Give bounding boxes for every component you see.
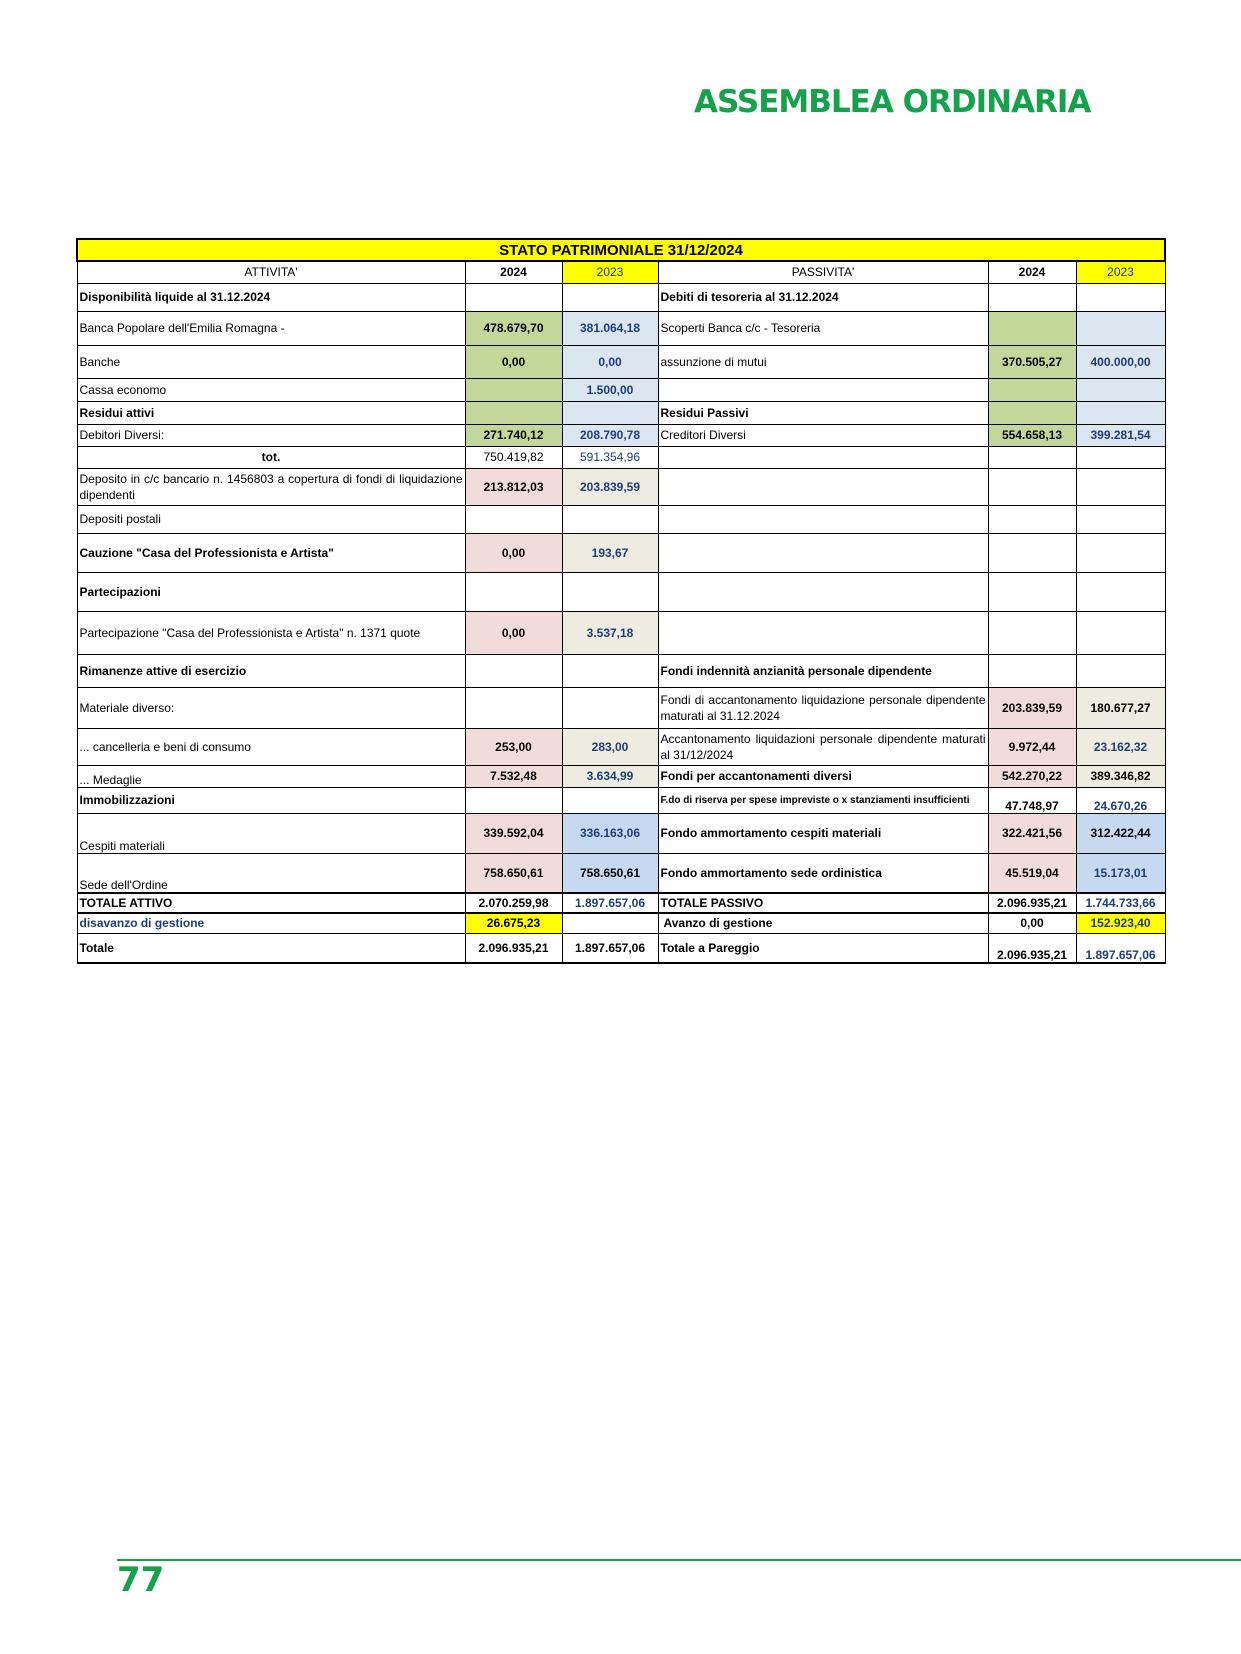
passivo-label xyxy=(658,505,988,533)
passivo-2024-value: 9.972,44 xyxy=(988,728,1076,765)
attivo-2023-value xyxy=(562,283,658,311)
passivo-2023-value xyxy=(1076,654,1165,687)
totale-attivo-2024: 2.070.259,98 xyxy=(465,893,562,913)
passivo-2024-value: 542.270,22 xyxy=(988,765,1076,787)
attivo-2024-value xyxy=(465,687,562,728)
table-row xyxy=(77,468,1165,505)
passivo-2023-value: 23.162,32 xyxy=(1076,728,1165,765)
attivo-label: Deposito in c/c bancario n. 1456803 a copertura di fondi di liquidazione dipendenti xyxy=(77,468,465,505)
attivo-2024-value: 253,00 xyxy=(465,728,562,765)
attivo-2023-value: 283,00 xyxy=(562,728,658,765)
attivo-2023-value xyxy=(562,787,658,813)
attivo-2024-value: 0,00 xyxy=(465,611,562,654)
passivo-label: Fondi per accantonamenti diversi xyxy=(658,765,988,787)
table-row xyxy=(77,654,1165,687)
attivo-2023-value: 591.354,96 xyxy=(562,446,658,468)
passivo-label xyxy=(658,446,988,468)
passivo-2023-value xyxy=(1076,468,1165,505)
passivo-2024-value xyxy=(988,505,1076,533)
passivo-2024-value xyxy=(988,401,1076,424)
attivo-2024-value: 339.592,04 xyxy=(465,813,562,853)
attivo-2023-value xyxy=(562,505,658,533)
totale-2023: 1.897.657,06 xyxy=(562,933,658,963)
attivo-label: Materiale diverso: xyxy=(77,687,465,728)
avanzo-2023: 152.923,40 xyxy=(1076,913,1165,933)
avanzo-label: Avanzo di gestione xyxy=(658,913,988,933)
passivo-2023-value: 389.346,82 xyxy=(1076,765,1165,787)
passivo-label xyxy=(658,378,988,401)
attivo-2023-value xyxy=(562,654,658,687)
attivo-label: Partecipazioni xyxy=(77,572,465,611)
table-row xyxy=(77,728,1165,765)
table-row xyxy=(77,933,1165,963)
attivo-2024-value: 271.740,12 xyxy=(465,424,562,446)
passivo-label: Scoperti Banca c/c - Tesoreria xyxy=(658,311,988,345)
attivo-label: tot. xyxy=(77,446,465,468)
passivo-2023-value xyxy=(1076,572,1165,611)
attivo-2024-value xyxy=(465,505,562,533)
passivo-label: F.do di riserva per spese impreviste o x stanziamenti insufficienti xyxy=(658,787,988,813)
passivo-2024-value: 370.505,27 xyxy=(988,345,1076,378)
totale-passivo-2023: 1.744.733,66 xyxy=(1076,893,1165,913)
passivo-2023-value: 312.422,44 xyxy=(1076,813,1165,853)
table-row xyxy=(77,853,1165,893)
totale-pareggio-2024: 2.096.935,21 xyxy=(988,933,1076,963)
totale-2024: 2.096.935,21 xyxy=(465,933,562,963)
passivo-2024-value xyxy=(988,446,1076,468)
col-header-2023-passivo: 2023 xyxy=(1076,261,1165,283)
passivo-2023-value xyxy=(1076,446,1165,468)
col-header-attivita: ATTIVITA' xyxy=(77,261,465,283)
col-header-2024-attivo: 2024 xyxy=(465,261,562,283)
passivo-label: Fondi indennità anzianità personale dipendente xyxy=(658,654,988,687)
passivo-2023-value: 400.000,00 xyxy=(1076,345,1165,378)
passivo-2023-value xyxy=(1076,283,1165,311)
passivo-label: Fondo ammortamento cespiti materiali xyxy=(658,813,988,853)
attivo-2024-value: 478.679,70 xyxy=(465,311,562,345)
disavanzo-2023 xyxy=(562,913,658,933)
passivo-label: Debiti di tesoreria al 31.12.2024 xyxy=(658,283,988,311)
attivo-label: Rimanenze attive di esercizio xyxy=(77,654,465,687)
attivo-label: Immobilizzazioni xyxy=(77,787,465,813)
totale-attivo-label: TOTALE ATTIVO xyxy=(77,893,465,913)
footer-divider xyxy=(117,1559,1241,1561)
attivo-2024-value xyxy=(465,283,562,311)
attivo-2024-value: 213.812,03 xyxy=(465,468,562,505)
totale-label: Totale xyxy=(77,933,465,963)
passivo-2023-value xyxy=(1076,611,1165,654)
attivo-2023-value xyxy=(562,401,658,424)
attivo-2023-value: 758.650,61 xyxy=(562,853,658,893)
passivo-label: Fondo ammortamento sede ordinistica xyxy=(658,853,988,893)
attivo-2024-value: 758.650,61 xyxy=(465,853,562,893)
table-row xyxy=(77,572,1165,611)
stato-patrimoniale-table xyxy=(76,238,1166,964)
passivo-label: Creditori Diversi xyxy=(658,424,988,446)
totale-pareggio-2023: 1.897.657,06 xyxy=(1076,933,1165,963)
totale-passivo-2024: 2.096.935,21 xyxy=(988,893,1076,913)
passivo-2023-value: 399.281,54 xyxy=(1076,424,1165,446)
table-row xyxy=(77,505,1165,533)
table-row xyxy=(77,446,1165,468)
disavanzo-2024: 26.675,23 xyxy=(465,913,562,933)
attivo-label: ... Medaglie xyxy=(77,765,465,787)
attivo-label: Debitori Diversi: xyxy=(77,424,465,446)
table-row xyxy=(77,893,1165,913)
attivo-2023-value: 3.634,99 xyxy=(562,765,658,787)
attivo-2024-value: 0,00 xyxy=(465,345,562,378)
passivo-2024-value: 47.748,97 xyxy=(988,787,1076,813)
attivo-2023-value: 336.163,06 xyxy=(562,813,658,853)
attivo-label: Residui attivi xyxy=(77,401,465,424)
attivo-label: Banca Popolare dell'Emilia Romagna - xyxy=(77,311,465,345)
passivo-2024-value xyxy=(988,468,1076,505)
attivo-2024-value xyxy=(465,572,562,611)
col-header-2023-attivo: 2023 xyxy=(562,261,658,283)
attivo-2023-value xyxy=(562,572,658,611)
passivo-label xyxy=(658,533,988,572)
passivo-2024-value xyxy=(988,611,1076,654)
table-row xyxy=(77,765,1165,787)
attivo-2023-value xyxy=(562,687,658,728)
avanzo-2024: 0,00 xyxy=(988,913,1076,933)
passivo-label xyxy=(658,611,988,654)
table-row xyxy=(77,378,1165,401)
passivo-2024-value xyxy=(988,283,1076,311)
passivo-2024-value xyxy=(988,572,1076,611)
table-title: STATO PATRIMONIALE 31/12/2024 xyxy=(77,239,1165,261)
attivo-label: ... cancelleria e beni di consumo xyxy=(77,728,465,765)
page-header-title: ASSEMBLEA ORDINARIA xyxy=(694,84,1091,120)
attivo-label: Cauzione "Casa del Professionista e Artista" xyxy=(77,533,465,572)
passivo-2023-value xyxy=(1076,378,1165,401)
table-row xyxy=(77,283,1165,311)
attivo-2024-value: 750.419,82 xyxy=(465,446,562,468)
passivo-2024-value: 203.839,59 xyxy=(988,687,1076,728)
disavanzo-label: disavanzo di gestione xyxy=(77,913,465,933)
totale-attivo-2023: 1.897.657,06 xyxy=(562,893,658,913)
passivo-2023-value xyxy=(1076,401,1165,424)
page-number: 77 xyxy=(117,1560,165,1600)
attivo-2023-value: 3.537,18 xyxy=(562,611,658,654)
attivo-2023-value: 381.064,18 xyxy=(562,311,658,345)
passivo-2024-value: 322.421,56 xyxy=(988,813,1076,853)
attivo-2024-value xyxy=(465,654,562,687)
attivo-2023-value: 1.500,00 xyxy=(562,378,658,401)
passivo-2024-value xyxy=(988,654,1076,687)
table-row xyxy=(77,813,1165,853)
attivo-2024-value xyxy=(465,378,562,401)
table-row xyxy=(77,687,1165,728)
attivo-2024-value: 7.532,48 xyxy=(465,765,562,787)
attivo-2023-value: 203.839,59 xyxy=(562,468,658,505)
passivo-2024-value: 554.658,13 xyxy=(988,424,1076,446)
passivo-2023-value xyxy=(1076,505,1165,533)
table-row xyxy=(77,345,1165,378)
passivo-label: Residui Passivi xyxy=(658,401,988,424)
col-header-2024-passivo: 2024 xyxy=(988,261,1076,283)
attivo-label: Sede dell'Ordine xyxy=(77,853,465,893)
passivo-2023-value xyxy=(1076,533,1165,572)
passivo-label: Fondi di accantonamento liquidazione personale dipendente maturati al 31.12.2024 xyxy=(658,687,988,728)
attivo-label: Cassa economo xyxy=(77,378,465,401)
table-row xyxy=(77,424,1165,446)
passivo-2023-value: 15.173,01 xyxy=(1076,853,1165,893)
passivo-2024-value xyxy=(988,533,1076,572)
passivo-2023-value: 24.670,26 xyxy=(1076,787,1165,813)
attivo-2024-value: 0,00 xyxy=(465,533,562,572)
attivo-2023-value: 193,67 xyxy=(562,533,658,572)
table-row xyxy=(77,913,1165,933)
passivo-label xyxy=(658,572,988,611)
table-row xyxy=(77,787,1165,813)
passivo-label xyxy=(658,468,988,505)
table-row xyxy=(77,311,1165,345)
attivo-label: Partecipazione "Casa del Professionista e Artista" n. 1371 quote xyxy=(77,611,465,654)
passivo-label: assunzione di mutui xyxy=(658,345,988,378)
totale-passivo-label: TOTALE PASSIVO xyxy=(658,893,988,913)
table-row xyxy=(77,401,1165,424)
passivo-2024-value xyxy=(988,378,1076,401)
col-header-passivita: PASSIVITA' xyxy=(658,261,988,283)
attivo-label: Disponibilità liquide al 31.12.2024 xyxy=(77,283,465,311)
attivo-2023-value: 0,00 xyxy=(562,345,658,378)
attivo-label: Cespiti materiali xyxy=(77,813,465,853)
table-row xyxy=(77,533,1165,572)
passivo-2023-value: 180.677,27 xyxy=(1076,687,1165,728)
table-row xyxy=(77,611,1165,654)
attivo-2024-value xyxy=(465,787,562,813)
attivo-2023-value: 208.790,78 xyxy=(562,424,658,446)
passivo-2023-value xyxy=(1076,311,1165,345)
passivo-2024-value: 45.519,04 xyxy=(988,853,1076,893)
attivo-label: Depositi postali xyxy=(77,505,465,533)
passivo-label: Accantonamento liquidazioni personale dipendente maturati al 31/12/2024 xyxy=(658,728,988,765)
passivo-2024-value xyxy=(988,311,1076,345)
attivo-2024-value xyxy=(465,401,562,424)
attivo-label: Banche xyxy=(77,345,465,378)
totale-pareggio-label: Totale a Pareggio xyxy=(658,933,988,963)
